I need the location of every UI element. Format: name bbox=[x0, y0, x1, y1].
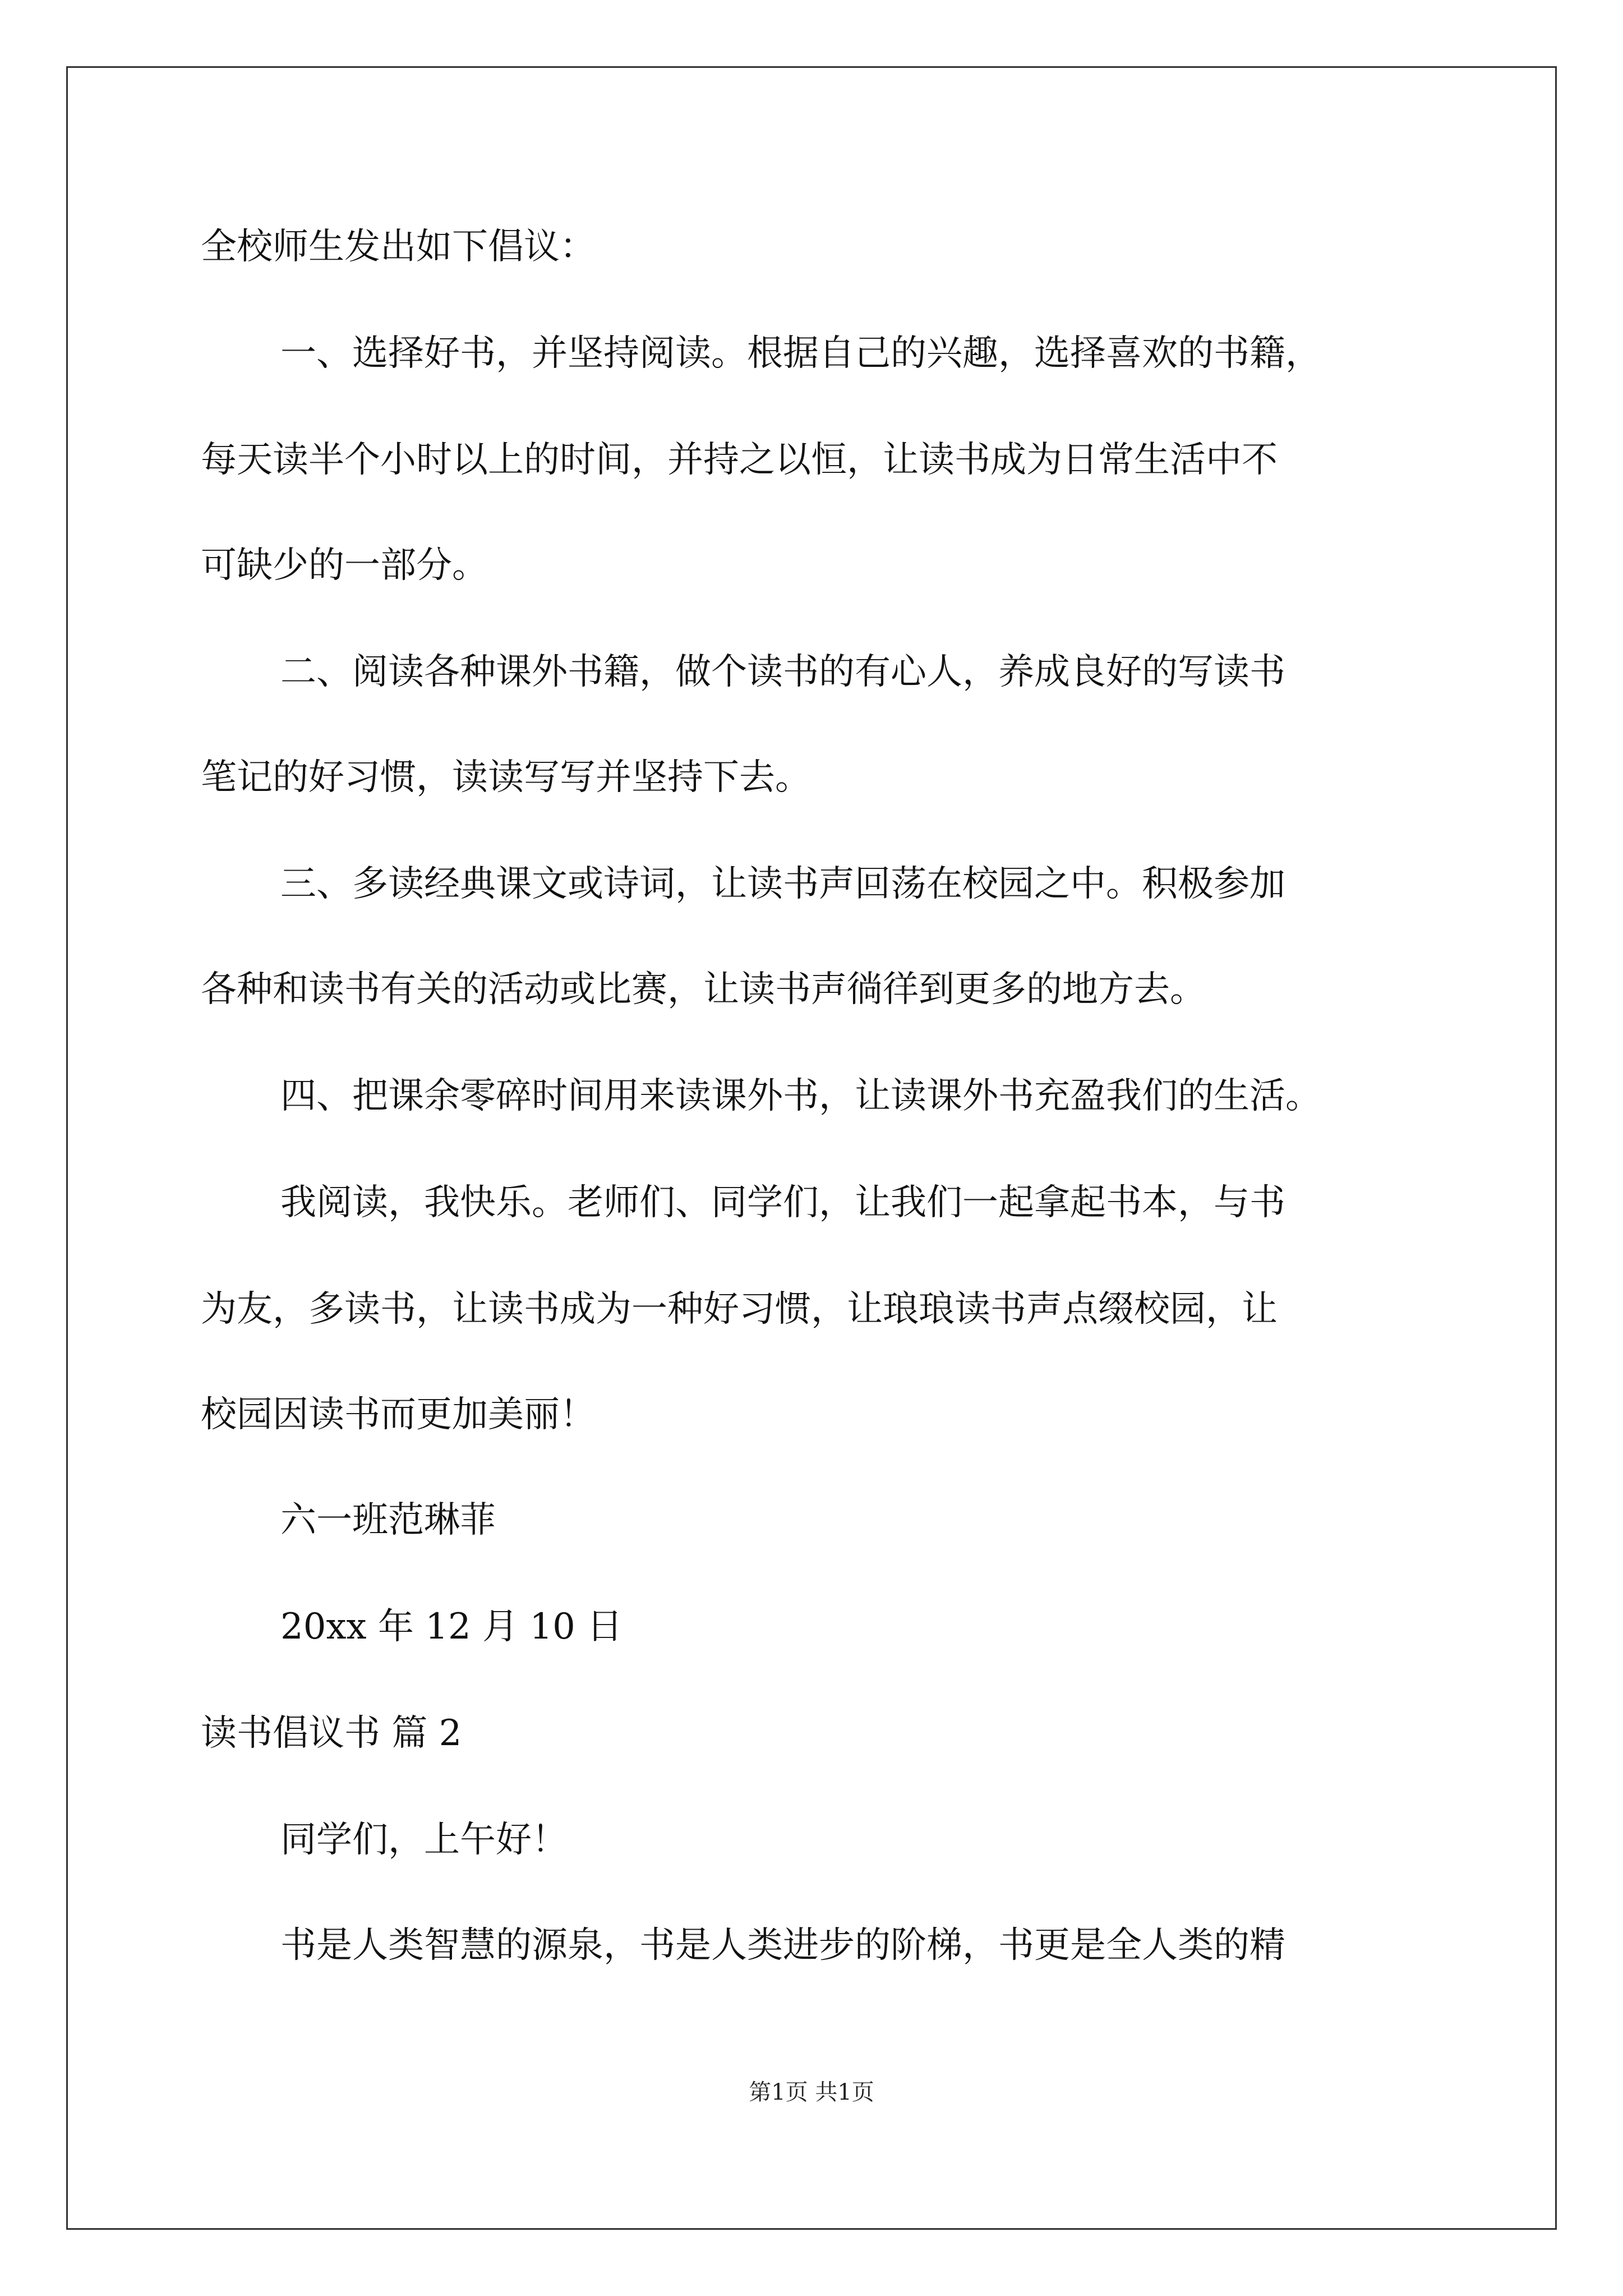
text-line-10: 我阅读，我快乐。老师们、同学们，让我们一起拿起书本，与书 bbox=[280, 1182, 1285, 1223]
text-line-16: 同学们，上午好！ bbox=[280, 1819, 568, 1861]
text-line-7: 三、多读经典课文或诗词，让读书声回荡在校园之中。积极参加 bbox=[280, 863, 1285, 905]
section-heading: 读书倡议书 篇 2 bbox=[201, 1713, 462, 1754]
text-line-4: 可缺少的一部分。 bbox=[201, 545, 488, 586]
page-footer: 第1页 共1页 bbox=[749, 2079, 874, 2105]
text-line-17: 书是人类智慧的源泉，书是人类进步的阶梯，书更是全人类的精 bbox=[280, 1925, 1285, 1966]
date-line: 20xx 年 12 月 10 日 bbox=[280, 1606, 623, 1648]
text-line-1: 全校师生发出如下倡议： bbox=[201, 226, 596, 268]
text-line-6: 笔记的好习惯，读读写写并坚持下去。 bbox=[201, 757, 811, 798]
text-line-11: 为友，多读书，让读书成为一种好习惯，让琅琅读书声点缀校园，让 bbox=[201, 1289, 1278, 1330]
text-line-12: 校园因读书而更加美丽！ bbox=[201, 1394, 596, 1435]
text-line-8: 各种和读书有关的活动或比赛，让读书声徜徉到更多的地方去。 bbox=[201, 969, 1206, 1010]
text-line-5: 二、阅读各种课外书籍，做个读书的有心人，养成良好的写读书 bbox=[280, 651, 1285, 693]
text-line-2: 一、选择好书，并坚持阅读。根据自己的兴趣，选择喜欢的书籍， bbox=[280, 333, 1321, 374]
signature-line: 六一班范琳菲 bbox=[280, 1499, 496, 1541]
page-border bbox=[66, 66, 1557, 2230]
text-line-3: 每天读半个小时以上的时间，并持之以恒，让读书成为日常生活中不 bbox=[201, 439, 1278, 481]
text-line-9: 四、把课余零碎时间用来读课外书，让读课外书充盈我们的生活。 bbox=[280, 1075, 1321, 1117]
